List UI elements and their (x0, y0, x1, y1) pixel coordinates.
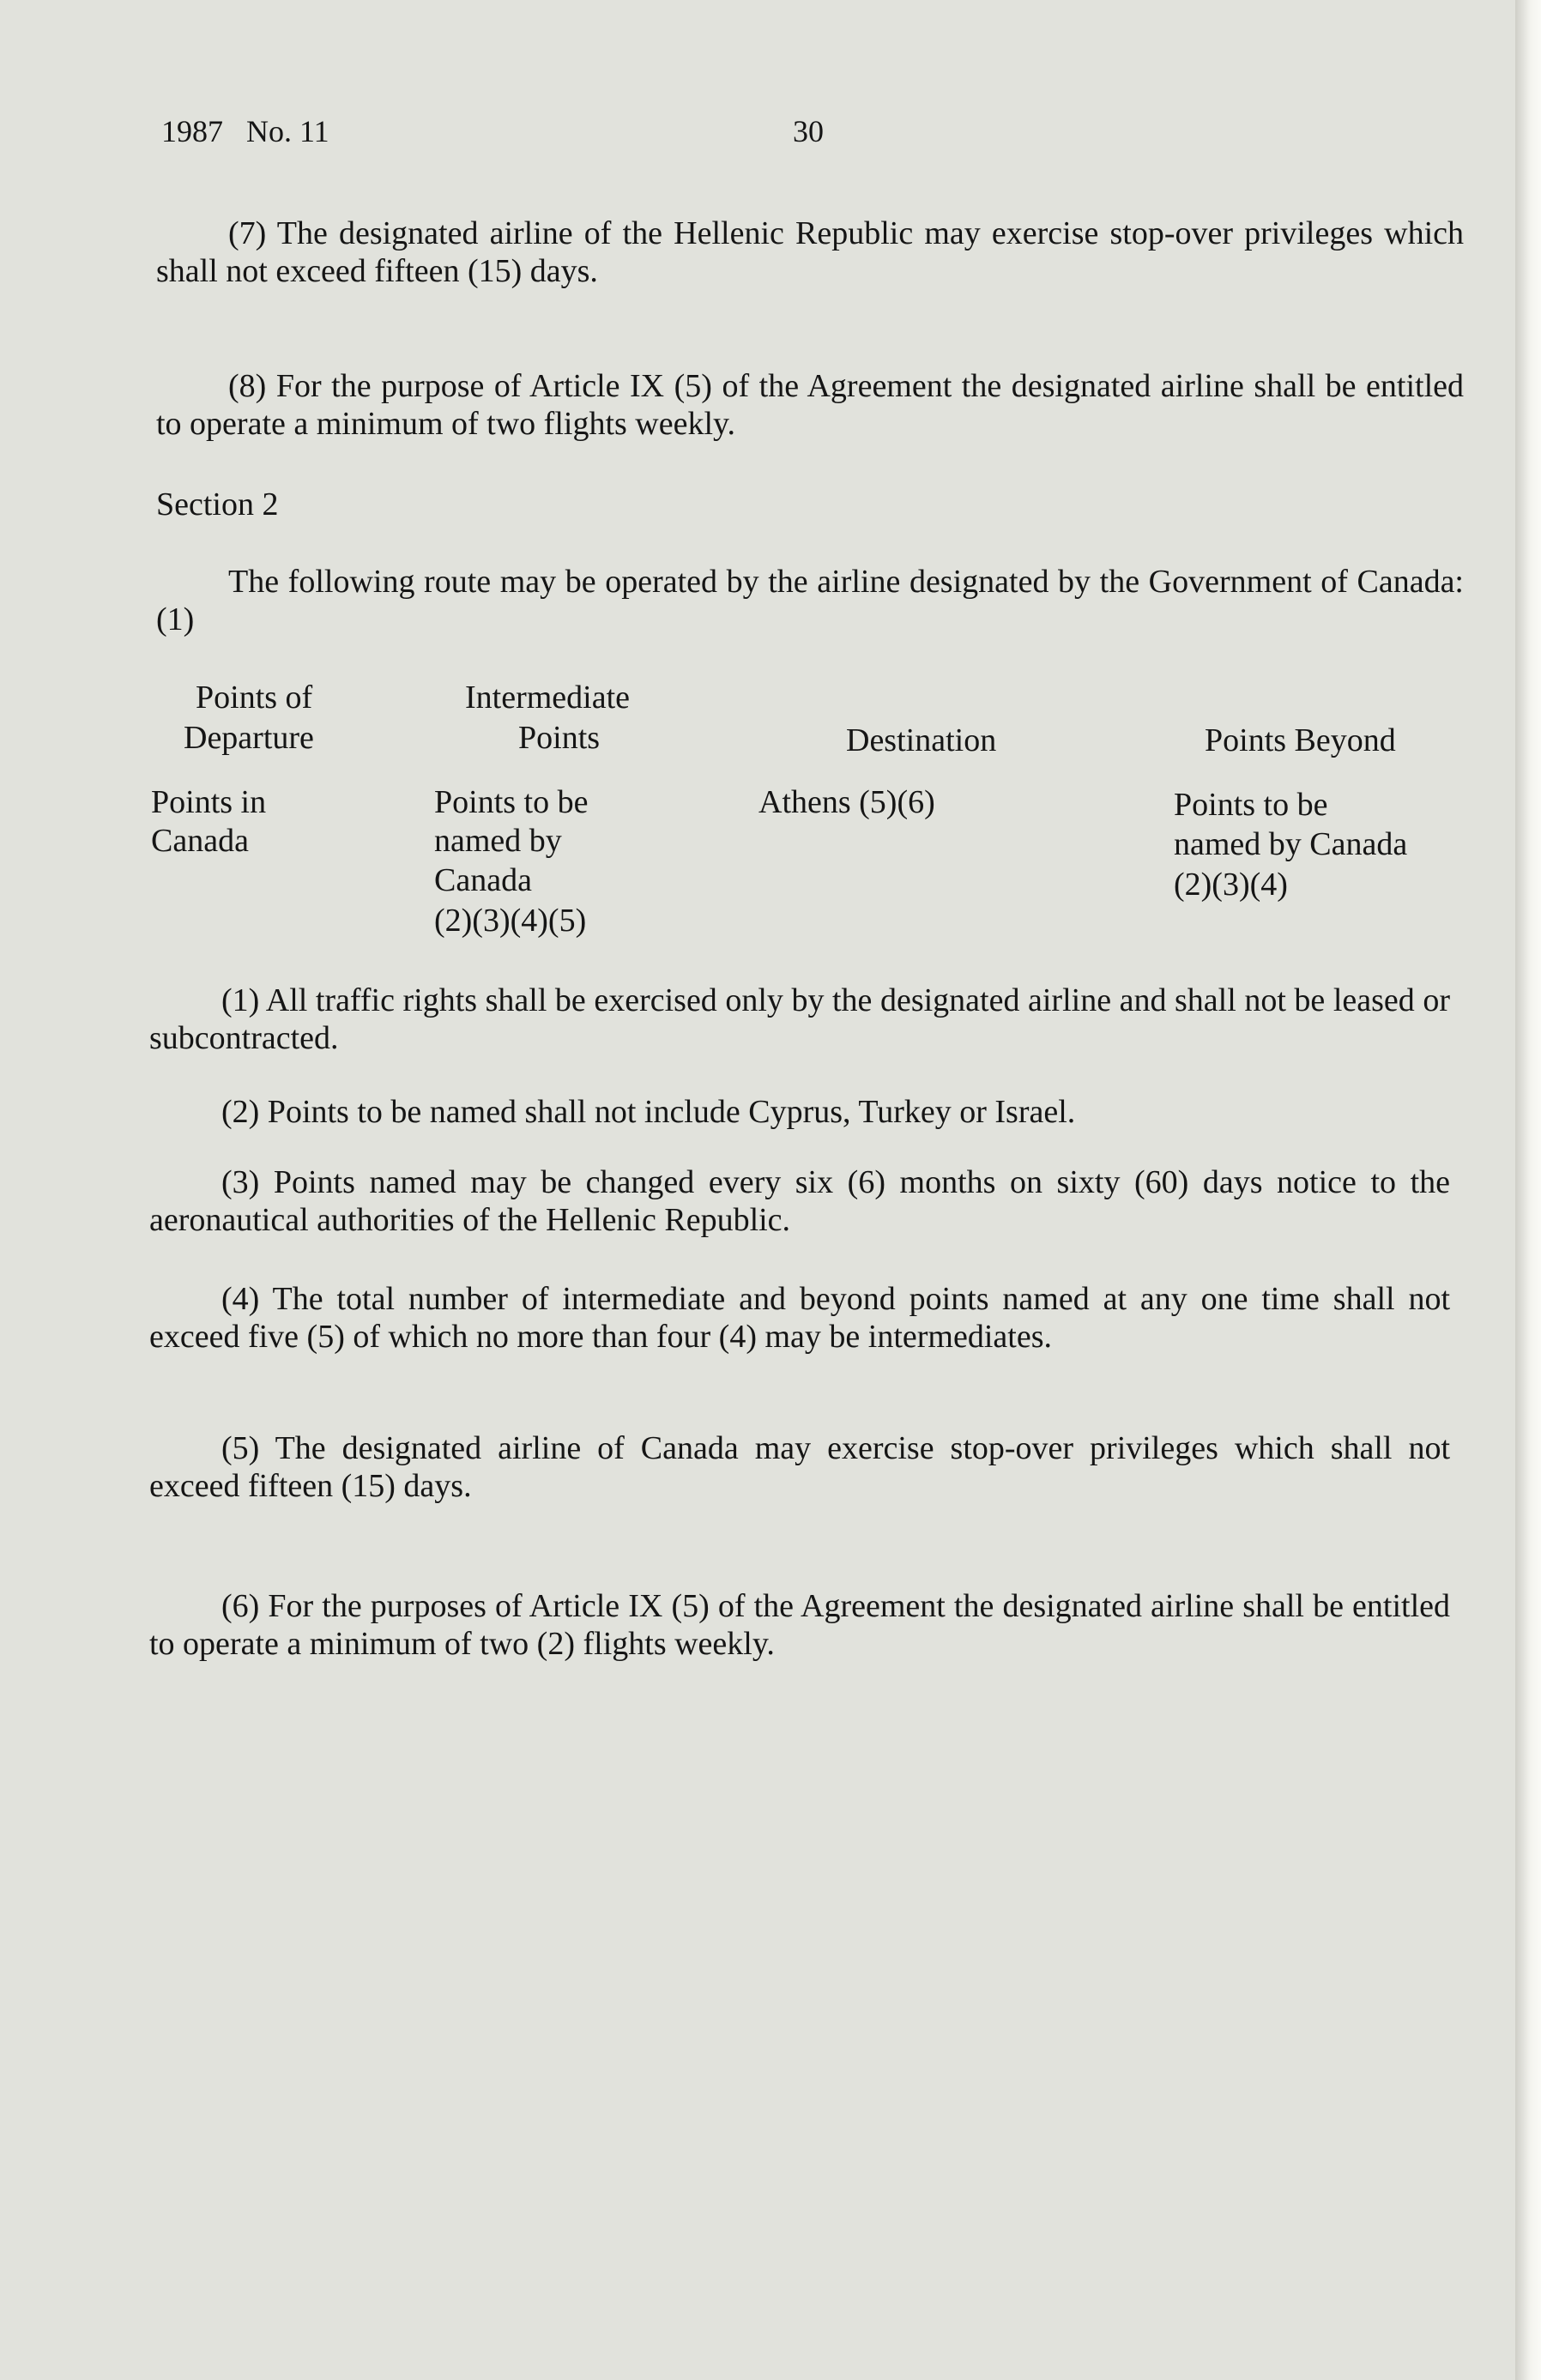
header-intermediate-line1: Intermediate (465, 680, 631, 716)
cell-intermediate-line4: (2)(3)(4)(5) (434, 903, 587, 939)
document-year-number: 1987 No. 11 (161, 114, 329, 148)
note-5: (5) The designated airline of Canada may exercise stop-over privileges which shall not exceed fifteen (15) days. (149, 1430, 1450, 1504)
header-departure-line2: Departure (184, 720, 314, 756)
note-4: (4) The total number of intermediate and beyond points named at any one time shall not exceed five (5) of which no more than four (4) may be intermediates. (149, 1281, 1450, 1355)
cell-intermediate-line2: named by (434, 823, 562, 859)
section-heading: Section 2 (156, 486, 279, 523)
paragraph-7: (7) The designated airline of the Hellenic Republic may exercise stop-over privileges which shall not exceed fifteen (15) days. (156, 215, 1464, 289)
cell-destination: Athens (5)(6) (758, 784, 935, 820)
cell-beyond-line1: Points to be (1174, 787, 1328, 823)
page-number: 30 (793, 114, 824, 148)
note-1: (1) All traffic rights shall be exercised only by the designated airline and shall not be leased or subcontracted. (149, 982, 1450, 1056)
cell-departure-line1: Points in (151, 784, 267, 820)
header-points-beyond: Points Beyond (1205, 722, 1396, 758)
cell-beyond-line2: named by Canada (1174, 826, 1408, 862)
cell-beyond-line3: (2)(3)(4) (1174, 867, 1288, 903)
note-6: (6) For the purposes of Article IX (5) of the Agreement the designated airline shall be entitled to operate a minimum of two (2) flights weekly. (149, 1588, 1450, 1662)
header-intermediate-line2: Points (518, 720, 601, 756)
header-destination: Destination (846, 722, 997, 758)
cell-intermediate-line1: Points to be (434, 784, 589, 820)
note-3: (3) Points named may be changed every six (6) months on sixty (60) days notice to the aeronautical authorities of the Hellenic Republic. (149, 1164, 1450, 1238)
note-2: (2) Points to be named shall not include Cyprus, Turkey or Israel. (221, 1094, 1076, 1130)
paragraph-8: (8) For the purpose of Article IX (5) of the Agreement the designated airline shall be entitled to operate a minimum of two flights weekly. (156, 368, 1464, 442)
cell-intermediate-line3: Canada (434, 862, 532, 898)
page-edge (1515, 0, 1541, 2380)
cell-departure-line2: Canada (151, 823, 249, 859)
route-intro: The following route may be operated by the airline designated by the Government of Canada: (1) (156, 564, 1464, 637)
header-departure-line1: Points of (196, 680, 313, 716)
